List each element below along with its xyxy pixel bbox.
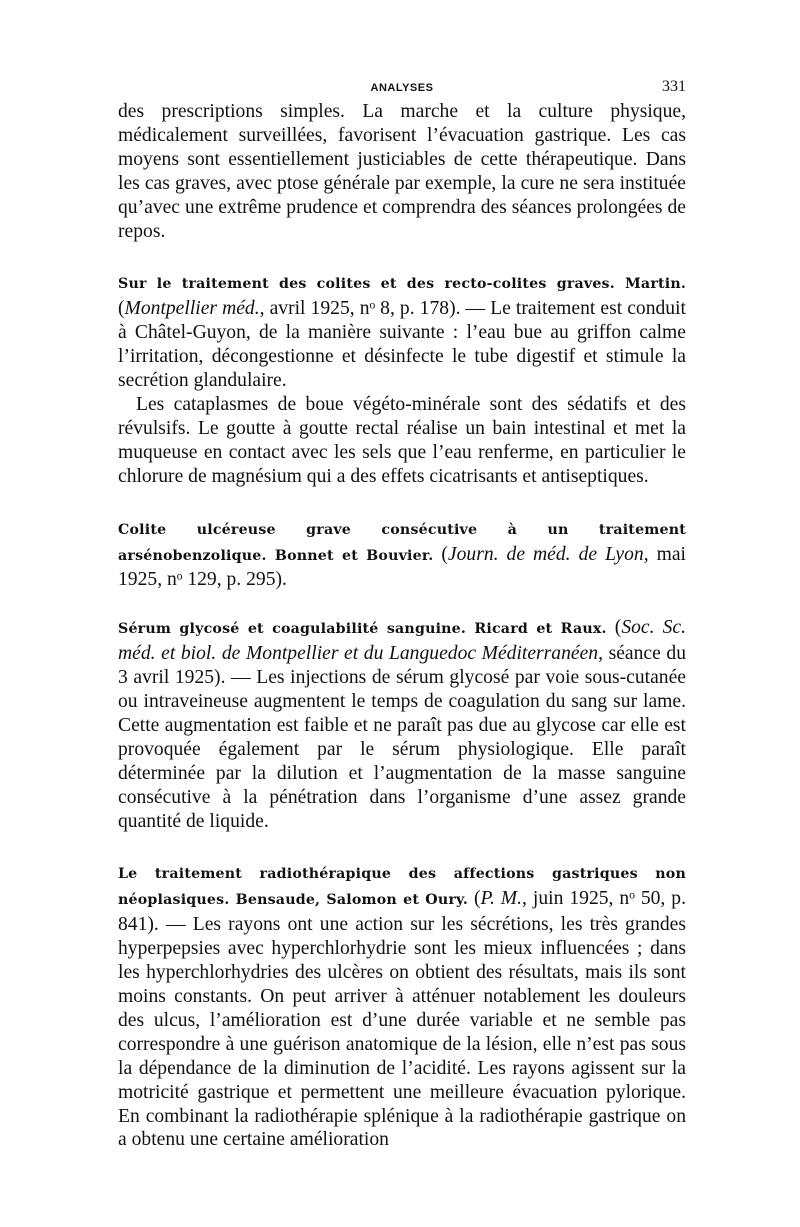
article-colites: Sur le traitement des colites et des recto-colites graves. Martin. (Montpellier méd., avril 1925, nᵒ 8, p. 178). — Le traitement est conduit à Châtel-Guyon, de la manière suivante : l’eau bue au griffon calme l’irritation, décongestionne et désinfecte le tube digestif et stimule la secrétion glandulaire. (118, 276, 686, 392)
article-body: , séance du 3 avril 1925). — Les injections de sérum glycosé par voie sous-cutanée ou intraveineuse augmentent le temps de coagulation du sang sur lame. Cette augmentation est faible et ne paraît pas due au glycose car elle est provoquée également par le sérum physiologique. Elle paraît déterminée par la dilution et l’augmentation de la masse sanguine consécutive à la pénétration dans l’organisme d’une assez grande quantité de liquide. (118, 643, 686, 832)
article-body: , avril 1925, nᵒ 8, p. 178). — Le traitement est conduit à Châtel-Guyon, de la manière suivante : l’eau bue au griffon calme l’irritation, décongestionne et désinfecte le tube digestif et stimule la secrétion glandulaire. (118, 298, 686, 392)
article-colites-paragraph-2: Les cataplasmes de boue végéto-minérale sont des sédatifs et des révulsifs. Le goutte à goutte rectal réalise un bain intestinal et met la muqueuse en contact avec les sels que l’eau renferme, en particulier le chlorure de magnésium qui a des effets cicatrisants et antiseptiques. (118, 393, 686, 487)
article-body: , juin 1925, nᵒ 50, p. 841). — Les rayons ont une action sur les sécrétions, les très grandes hyperpepsies avec hyperchlorhydrie sont les mieux influencées ; dans les hyperchlorhydries des ulcères on obtient des résultats, mais ils sont moins constants. On peut arriver à atténuer notablement les douleurs des ulcus, l’amélioration est d’une durée variable et ne semble pas correspondre à une guérison anatomique de la lésion, elle n’est pas sous la dépendance de la diminution de l’acidité. Les rayons agissent sur la motricité gastrique et permettent une meilleure évacuation pylorique. En combinant la radiothérapie splénique à la radiothérapie gastrique on a obtenu une certaine amélioration (118, 888, 686, 1151)
journal-name: P. M. (480, 888, 523, 910)
journal-name: Soc. Sc. méd. et biol. de Montpellier et du Languedoc Méditerranéen (118, 617, 686, 665)
article-serum-glycose: Sérum glycosé et coagulabilité sanguine. Ricard et Raux. (Soc. Sc. méd. et biol. de Montpellier et du Languedoc Méditerranéen, séance du 3 avril 1925). — Les injections de sérum glycosé par voie sous-cutanée ou intraveineuse augmentent le temps de coagulation du sang sur lame. Cette augmentation est faible et ne paraît pas due au glycose car elle est provoquée également par le sérum physiologique. Elle paraît déterminée par la dilution et l’augmentation de la masse sanguine consécutive à la pénétration dans l’organisme d’une assez grande quantité de liquide. (118, 617, 686, 832)
article-radiotherapie: Le traitement radiothérapique des affections gastriques non néoplasiques. Bensaude, Salomon et Oury. (P. M., juin 1925, nᵒ 50, p. 841). — Les rayons ont une action sur les sécrétions, les très grandes hyperpepsies avec hyperchlorhydrie sont les mieux influencées ; dans les hyperchlorhydries des ulcères on obtient des résultats, mais ils sont moins constants. On peut arriver à atténuer notablement les douleurs des ulcus, l’amélioration est d’une durée variable et ne semble pas correspondre à une guérison anatomique de la lésion, elle n’est pas sous la dépendance de la diminution de l’acidité. Les rayons agissent sur la motricité gastrique et permettent une meilleure évacuation pylorique. En combinant la radiothérapie splénique à la radiothérapie gastrique on a obtenu une certaine amélioration (118, 866, 686, 1151)
article-title: Sérum glycosé et coagulabilité sanguine. Ricard et Raux. (118, 621, 607, 638)
journal-name: Journ. de méd. de Lyon (447, 543, 644, 565)
article-title: Colite ulcéreuse grave consécutive à un traitement arsénobenzolique. Bonnet et Bouvier. (118, 521, 686, 564)
article-colite-ulcereuse: Colite ulcéreuse grave consécutive à un traitement arsénobenzolique. Bonnet et Bouvier. (Journ. de méd. de Lyon, mai 1925, nᵒ 129, p. 295). (118, 521, 686, 591)
page-number: 331 (662, 78, 686, 95)
article-body: , mai 1925, nᵒ 129, p. 295). (118, 543, 686, 591)
article-title: Le traitement radiothérapique des affections gastriques non néoplasiques. Bensaude, Salomon et Oury. (118, 866, 686, 909)
article-title: Sur le traitement des colites et des recto-colites graves. Martin. (118, 276, 686, 293)
running-header (118, 78, 686, 100)
running-title: ANALYSES (370, 82, 434, 94)
journal-name: Montpellier méd. (124, 298, 260, 320)
document-page (118, 78, 686, 1152)
intro-paragraph: des prescriptions simples. La marche et la culture physique, médicalement surveillées, favorisent l’évacuation gastrique. Les cas moyens sont essentiellement justiciables de cette thérapeutique. Dans les cas graves, avec ptose générale par exemple, la cure ne sera instituée qu’avec une extrême prudence et comprendra des séances prolongées de repos. (118, 101, 686, 242)
